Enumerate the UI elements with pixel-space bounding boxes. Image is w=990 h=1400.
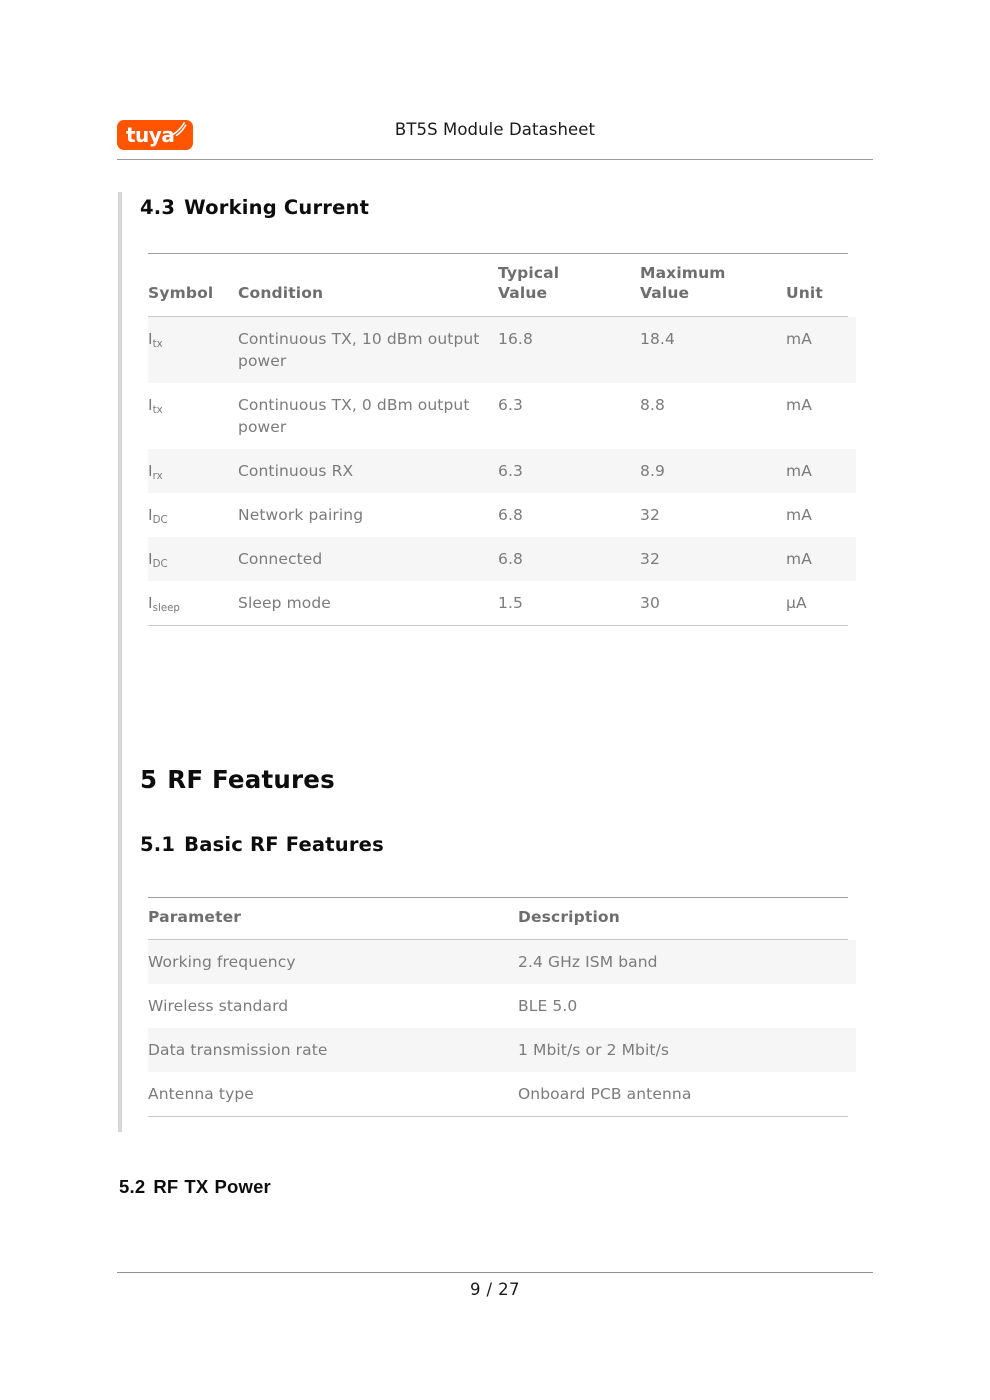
symbol-base: I [148, 329, 153, 348]
column-header-description: Description [518, 908, 620, 926]
table-row [148, 383, 856, 449]
column-header-parameter: Parameter [148, 908, 242, 926]
table-row [148, 449, 856, 493]
heading-text: Basic RF Features [184, 833, 384, 856]
cell-description: 1 Mbit/s or 2 Mbit/s [518, 1028, 856, 1072]
symbol-subscript: sleep [152, 603, 180, 615]
cell-symbol [148, 493, 238, 537]
typical-line1: Typical [498, 264, 560, 282]
heading-number: 5 [140, 765, 158, 794]
maximum-line1: Maximum [640, 264, 726, 282]
cell-typical: 6.3 [498, 449, 640, 493]
heading-number: 5.2 [119, 1176, 146, 1197]
column-header-typical-value [498, 254, 640, 316]
page-number: 9 / 27 [470, 1280, 520, 1299]
cell-condition: Connected [238, 537, 498, 581]
symbol-subscript: tx [152, 339, 163, 351]
cell-unit: mA [786, 449, 856, 493]
symbol-subscript: rx [152, 471, 163, 483]
table-row [148, 317, 856, 383]
column-header-maximum-value [640, 254, 786, 316]
cell-description: BLE 5.0 [518, 997, 578, 1016]
footer-divider [117, 1272, 873, 1273]
cell-parameter: Antenna type [148, 1085, 254, 1104]
cell-condition: Continuous RX [238, 449, 498, 493]
heading-number: 4.3 [140, 196, 176, 219]
cell-unit: µA [786, 593, 807, 612]
cell-condition: Sleep mode [238, 593, 331, 612]
table-header-row [148, 898, 856, 939]
symbol-base: I [148, 593, 153, 612]
heading-rf-tx-power [119, 1176, 271, 1198]
cell-parameter: Wireless standard [148, 997, 289, 1016]
cell-symbol [148, 383, 238, 449]
cell-maximum: 8.8 [640, 395, 665, 414]
header-divider [117, 159, 873, 160]
cell-condition: Continuous TX, 0 dBm output power [238, 395, 470, 436]
table-bottom-rule [148, 1116, 848, 1117]
heading-basic-rf-features [140, 833, 384, 856]
cell-maximum: 8.9 [640, 449, 786, 493]
heading-text-rf: RF [153, 1176, 179, 1197]
cell-symbol [148, 449, 238, 493]
symbol-subscript: DC [152, 559, 168, 571]
symbol-subscript: DC [152, 515, 168, 527]
column-header-symbol: Symbol [148, 284, 214, 303]
table-bottom-rule [148, 625, 848, 626]
cell-typical: 6.3 [498, 395, 523, 414]
heading-rf-features [140, 765, 335, 794]
cell-description: Onboard PCB antenna [518, 1085, 692, 1104]
page-header [117, 112, 873, 166]
symbol-base: I [148, 505, 153, 524]
table-row [148, 1028, 856, 1072]
cell-typical: 16.8 [498, 317, 640, 383]
table-header-row [148, 254, 856, 316]
cell-maximum: 18.4 [640, 317, 786, 383]
cell-parameter: Working frequency [148, 940, 518, 984]
table-row [148, 581, 856, 625]
cell-typical: 6.8 [498, 505, 523, 524]
cell-typical: 1.5 [498, 593, 523, 612]
cell-maximum: 32 [640, 537, 786, 581]
cell-maximum: 30 [640, 593, 660, 612]
heading-text: RF Features [167, 765, 335, 794]
heading-text: Working Current [184, 196, 370, 219]
table-row [148, 940, 856, 984]
table-row [148, 1072, 856, 1116]
cell-typical: 6.8 [498, 537, 640, 581]
cell-symbol [148, 537, 238, 581]
header-title: BT5S Module Datasheet [394, 120, 596, 139]
symbol-base: I [148, 461, 153, 480]
tuya-logo-text: tuya [126, 123, 175, 147]
cell-symbol [148, 581, 238, 625]
column-header-unit: Unit [786, 284, 823, 303]
symbol-subscript: tx [152, 405, 163, 417]
typical-line2: Value [498, 284, 548, 303]
cell-parameter: Data transmission rate [148, 1028, 518, 1072]
heading-text-power: Power [214, 1176, 271, 1197]
cell-maximum: 32 [640, 505, 660, 524]
left-margin-accent-bar [118, 192, 122, 1132]
table-row [148, 537, 856, 581]
heading-text-tx: TX [184, 1176, 209, 1197]
cell-unit: mA [786, 317, 856, 383]
heading-number: 5.1 [140, 833, 176, 856]
table-row [148, 493, 856, 537]
heading-working-current [140, 196, 369, 219]
cell-condition: Continuous TX, 10 dBm output power [238, 317, 498, 383]
cell-symbol [148, 317, 238, 383]
working-current-table [148, 253, 856, 626]
cell-description: 2.4 GHz ISM band [518, 940, 856, 984]
column-header-condition: Condition [238, 284, 324, 303]
cell-condition: Network pairing [238, 505, 364, 524]
cell-unit: mA [786, 505, 812, 524]
symbol-base: I [148, 549, 153, 568]
maximum-line2: Value [640, 284, 690, 303]
basic-rf-features-table [148, 897, 856, 1117]
table-row [148, 984, 856, 1028]
cell-unit: mA [786, 395, 812, 414]
cell-unit: mA [786, 537, 856, 581]
symbol-base: I [148, 395, 153, 414]
